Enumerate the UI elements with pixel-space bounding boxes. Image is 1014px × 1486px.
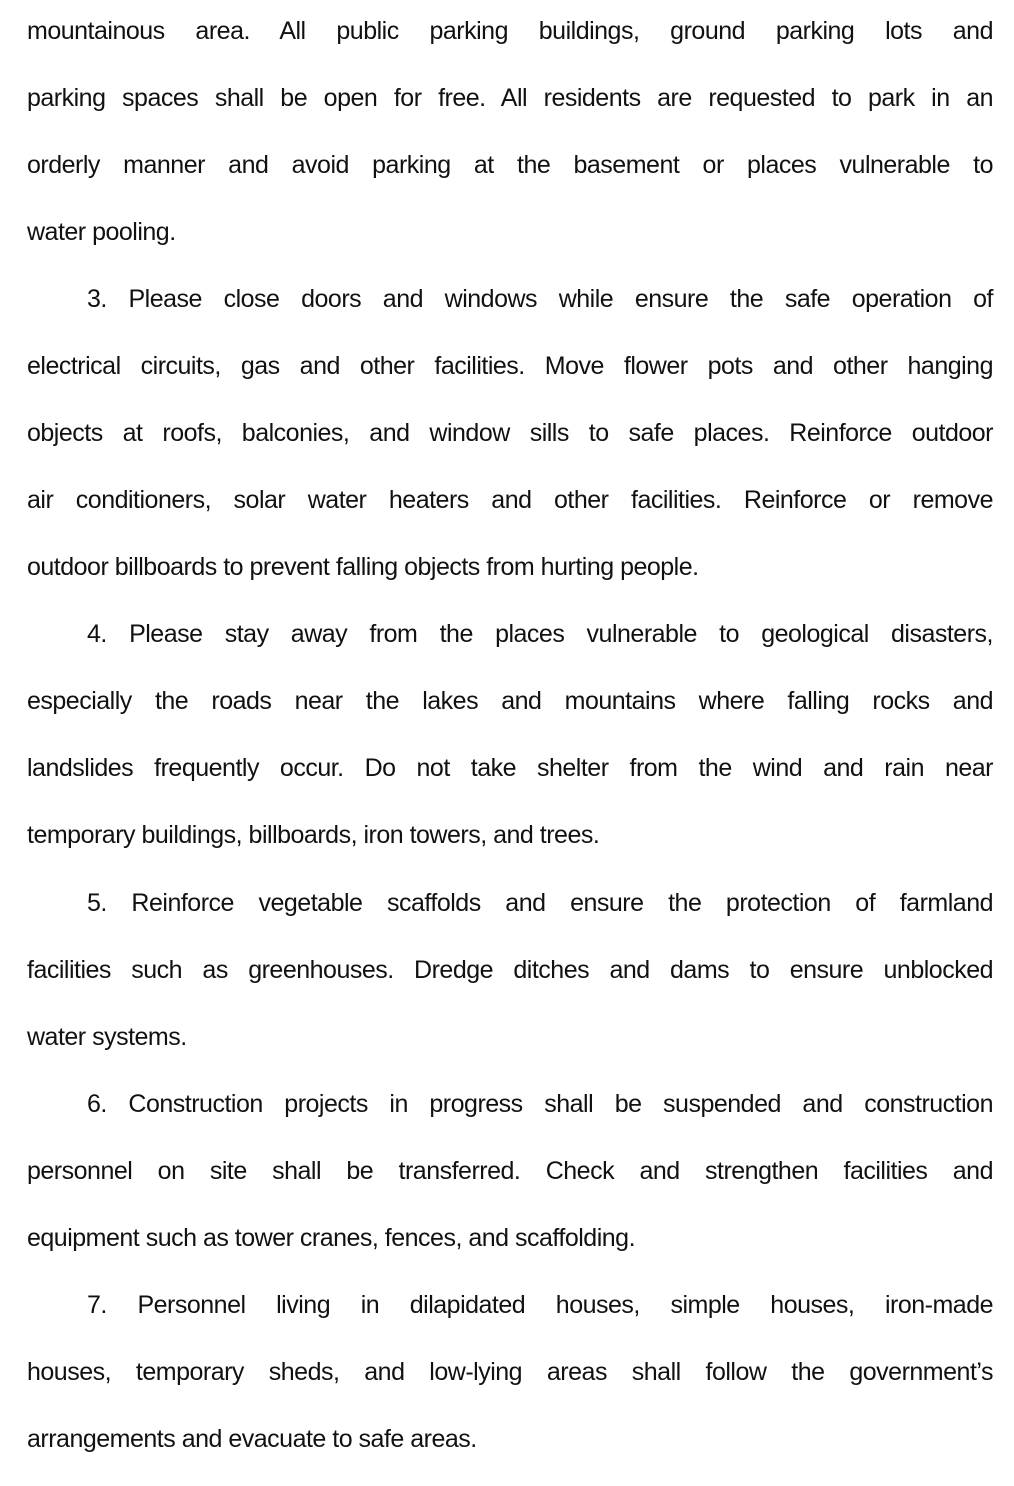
text-line: air conditioners, solar water heaters and other facilities. Reinforce or remove [27, 486, 993, 514]
text-line: orderly manner and avoid parking at the basement or places vulnerable to [27, 151, 993, 179]
text-line: outdoor billboards to prevent falling objects from hurting people. [27, 553, 699, 581]
text-line: 5. Reinforce vegetable scaffolds and ensure the protection of farmland [87, 889, 993, 917]
text-line: objects at roofs, balconies, and window sills to safe places. Reinforce outdoor [27, 419, 993, 447]
text-line: equipment such as tower cranes, fences, and scaffolding. [27, 1224, 636, 1252]
text-line: parking spaces shall be open for free. All residents are requested to park in an [27, 84, 993, 112]
text-line: temporary buildings, billboards, iron towers, and trees. [27, 821, 600, 849]
text-line: 3. Please close doors and windows while ensure the safe operation of [87, 285, 993, 313]
text-line: mountainous area. All public parking buildings, ground parking lots and [27, 17, 993, 45]
text-line: 6. Construction projects in progress shall be suspended and construction [87, 1090, 993, 1118]
text-line: especially the roads near the lakes and mountains where falling rocks and [27, 687, 993, 715]
text-line: landslides frequently occur. Do not take shelter from the wind and rain near [27, 754, 993, 782]
text-line: houses, temporary sheds, and low-lying areas shall follow the government’s [27, 1358, 993, 1386]
text-line: 4. Please stay away from the places vulnerable to geological disasters, [87, 620, 993, 648]
text-line: facilities such as greenhouses. Dredge ditches and dams to ensure unblocked [27, 956, 993, 984]
text-line: 7. Personnel living in dilapidated houses, simple houses, iron-made [87, 1291, 993, 1319]
text-line: water systems. [27, 1023, 187, 1051]
text-line: electrical circuits, gas and other facilities. Move flower pots and other hanging [27, 352, 993, 380]
text-line: water pooling. [27, 218, 176, 246]
text-line: personnel on site shall be transferred. Check and strengthen facilities and [27, 1157, 993, 1185]
text-line: arrangements and evacuate to safe areas. [27, 1425, 477, 1453]
